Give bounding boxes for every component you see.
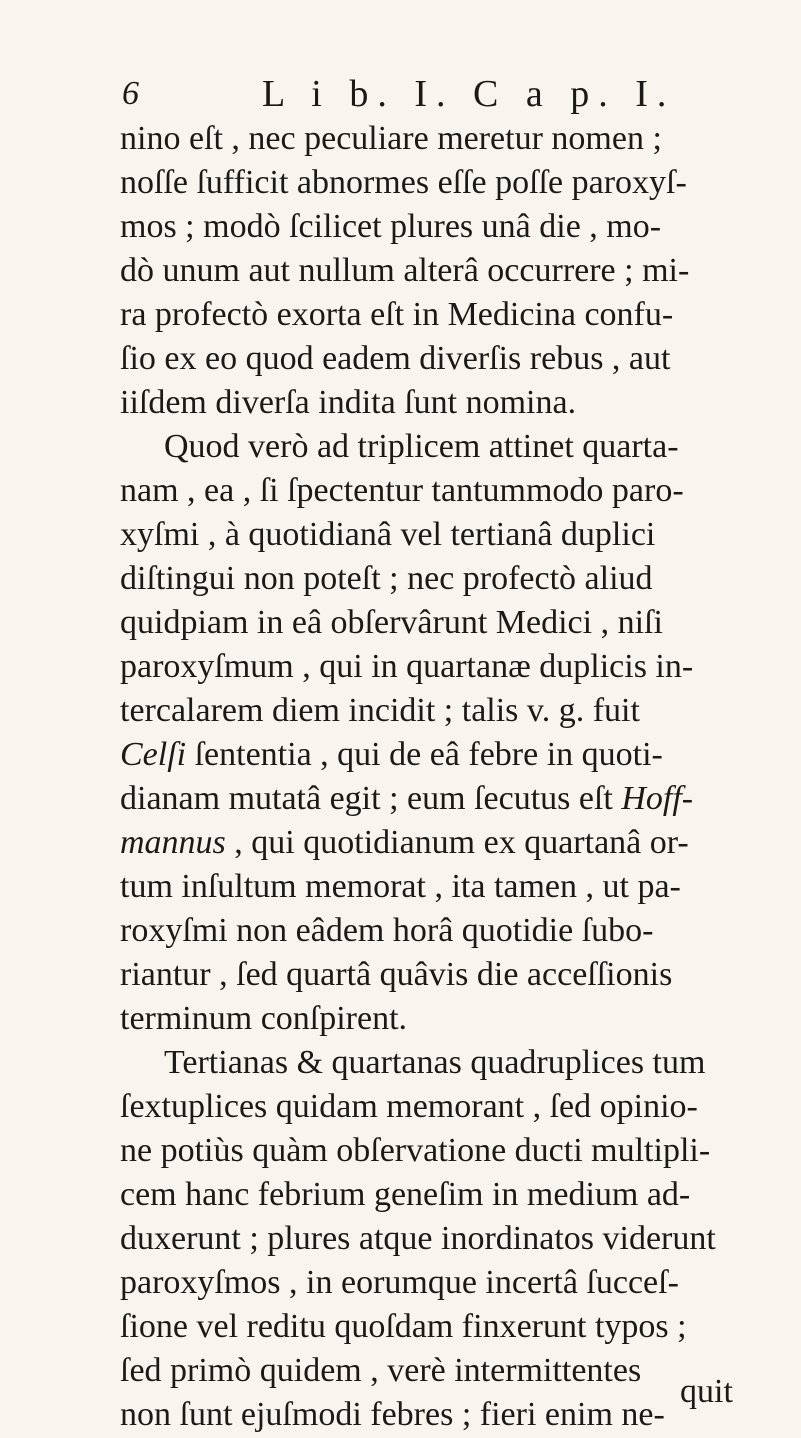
text-line: xyſmi , à quotidianâ vel tertianâ duplici [120, 516, 656, 553]
paragraph-start-line: Tertianas & quartanas quadruplices tum [164, 1044, 706, 1081]
text-line: mos ; modò ſcilicet plures unâ die , mo- [120, 208, 662, 245]
text-line: tercalarem diem incidit ; talis v. g. fuit [120, 692, 640, 729]
text-line [120, 821, 780, 865]
line-text: dianam mutatâ egit ; eum ſecutus eſt [120, 780, 613, 817]
italic-name: mannus [120, 824, 226, 861]
text-line: non ſunt ejuſmodi febres ; fieri enim ne- [120, 1396, 665, 1433]
text-line: ſione vel reditu quoſdam finxerunt typos ; [120, 1308, 687, 1345]
text-line [120, 777, 780, 821]
catchword: quit [680, 1373, 733, 1410]
text-line: quidpiam in eâ obſervârunt Medici , niſi [120, 604, 663, 641]
text-line: paroxyſmos , in eorumque incertâ ſucceſ- [120, 1264, 679, 1301]
text-line: nam , ea , ſi ſpectentur tantummodo paro- [120, 472, 684, 509]
text-line: riantur , ſed quartâ quâvis die acceſſionis [120, 956, 673, 993]
italic-name: Celſi [120, 736, 187, 773]
text-line: ſio ex eo quod eadem diverſis rebus , aut [120, 340, 671, 377]
line-text: , qui quotidianum ex quartanâ or- [234, 824, 689, 861]
text-line: tum inſultum memorat , ita tamen , ut pa- [120, 868, 681, 905]
text-line: ſextuplices quidam memorant , ſed opinio- [120, 1088, 698, 1125]
text-line: diſtingui non poteſt ; nec profectò aliud [120, 560, 653, 597]
text-line: noſſe ſufficit abnormes eſſe poſſe paroxyſ- [120, 164, 687, 201]
text-line: iiſdem diverſa indita ſunt nomina. [120, 384, 577, 421]
text-line: terminum conſpirent. [120, 1000, 408, 1037]
italic-name: Hoff- [621, 780, 694, 817]
page-number: 6 [122, 75, 139, 112]
line-text: ſententia , qui de eâ febre in quoti- [194, 736, 663, 773]
text-line: duxerunt ; plures atque inordinatos viderunt [120, 1220, 716, 1257]
paragraph-start-line: Quod verò ad triplicem attinet quarta- [164, 428, 679, 465]
text-line [120, 733, 780, 777]
text-line: dò unum aut nullum alterâ occurrere ; mi- [120, 252, 690, 289]
running-title: L i b. I. C a p. I. [262, 73, 676, 115]
text-line: paroxyſmum , qui in quartanæ duplicis in- [120, 648, 694, 685]
text-line: ra profectò exorta eſt in Medicina confu- [120, 296, 674, 333]
text-line: roxyſmi non eâdem horâ quotidie ſubo- [120, 912, 654, 949]
text-line: cem hanc febrium geneſim in medium ad- [120, 1176, 691, 1213]
body-text [120, 117, 780, 1437]
text-line: nino eſt , nec peculiare meretur nomen ; [120, 120, 662, 157]
text-line: ſed primò quidem , verè intermittentes [120, 1352, 642, 1389]
text-line: ne potiùs quàm obſervatione ducti multipli- [120, 1132, 711, 1169]
running-head [122, 70, 762, 118]
